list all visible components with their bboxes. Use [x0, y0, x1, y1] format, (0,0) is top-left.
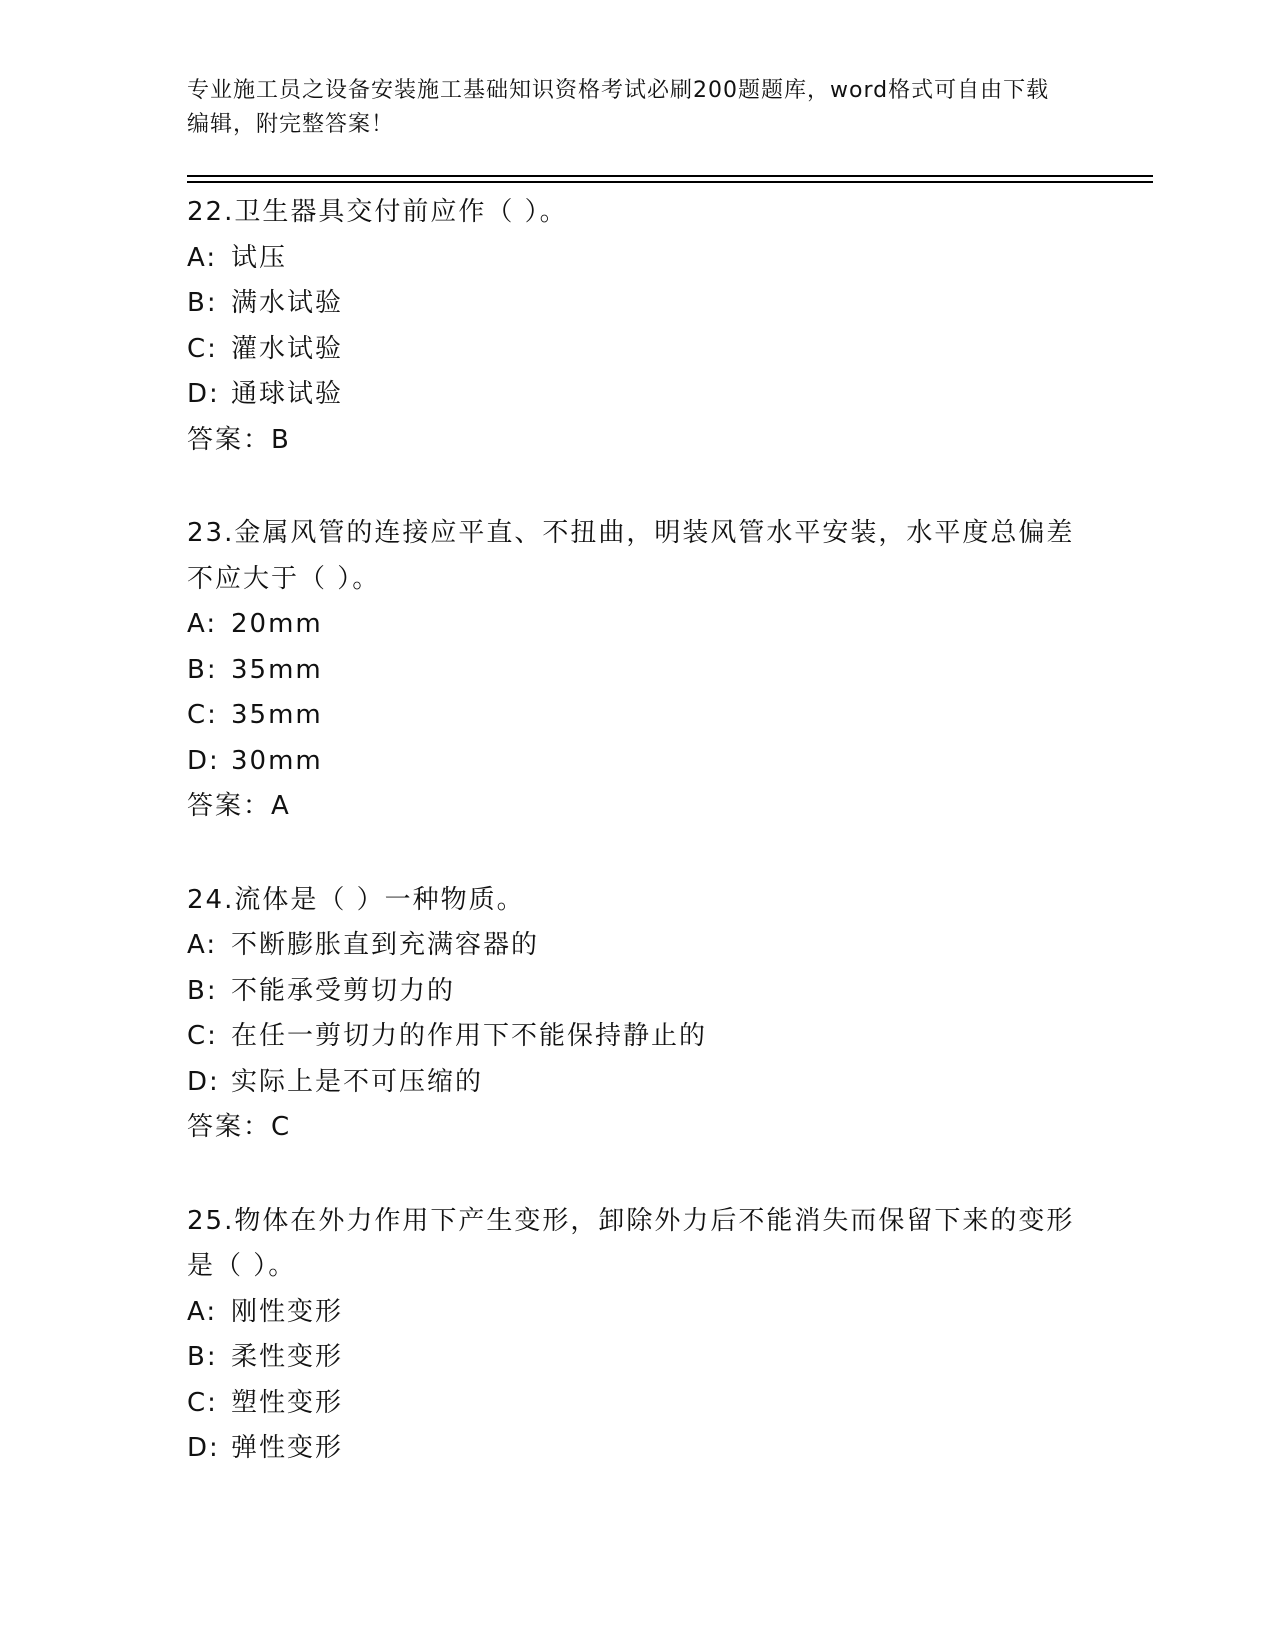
option-d — [187, 372, 1087, 418]
question-list — [187, 190, 1087, 1472]
option-text: 满水试验 — [231, 288, 344, 318]
option-c — [187, 327, 1087, 373]
option-d — [187, 1060, 1087, 1106]
header-divider-bottom — [187, 181, 1153, 183]
option-text: 实际上是不可压缩的 — [231, 1066, 484, 1097]
question-text: 23.金属风管的连接应平直、不扭曲，明装风管水平安装，水平度总偏差不应大于（ ）。 — [187, 518, 1075, 594]
option-text: 20mm — [231, 609, 323, 639]
option-b — [187, 1335, 1087, 1381]
question-text: 25.物体在外力作用下产生变形，卸除外力后不能消失而保留下来的变形是（ ）。 — [187, 1205, 1075, 1281]
option-text: 刚性变形 — [231, 1296, 344, 1327]
option-letter: A: — [187, 609, 218, 639]
question-25 — [187, 1199, 1087, 1472]
option-text: 不断膨胀直到充满容器的 — [231, 930, 540, 960]
option-letter: C: — [187, 700, 218, 730]
option-letter: B: — [187, 975, 218, 1006]
option-text: 35mm — [231, 654, 323, 685]
option-letter: D: — [187, 379, 220, 409]
option-text: 通球试验 — [231, 379, 344, 409]
option-text: 不能承受剪切力的 — [231, 975, 456, 1006]
option-text: 柔性变形 — [231, 1342, 344, 1372]
option-text: 在任一剪切力的作用下不能保持静止的 — [231, 1021, 708, 1051]
option-letter: C: — [187, 1021, 218, 1051]
answer-text: 答案：A — [187, 791, 291, 821]
option-a — [187, 602, 1087, 648]
question-23 — [187, 511, 1087, 830]
answer-text: 答案：B — [187, 424, 291, 455]
option-letter: D: — [187, 1066, 220, 1097]
option-b — [187, 648, 1087, 694]
option-b — [187, 281, 1087, 327]
option-text: 灌水试验 — [231, 333, 344, 364]
option-letter: A: — [187, 242, 218, 273]
question-24 — [187, 878, 1087, 1151]
option-c — [187, 1014, 1087, 1060]
option-letter: B: — [187, 288, 218, 318]
option-text: 30mm — [231, 745, 323, 776]
option-letter: C: — [187, 1387, 218, 1418]
header-text: 专业施工员之设备安装施工基础知识资格考试必刷200题题库，word格式可自由下载编辑，附完整答案！ — [187, 78, 1050, 137]
option-letter: C: — [187, 333, 218, 364]
option-b — [187, 969, 1087, 1015]
option-text: 塑性变形 — [231, 1387, 344, 1418]
header-divider-top — [187, 175, 1153, 177]
question-text: 24.流体是（ ）一种物质。 — [187, 884, 525, 915]
option-d — [187, 739, 1087, 785]
option-c — [187, 1381, 1087, 1427]
answer-text: 答案：C — [187, 1112, 292, 1142]
option-letter: D: — [187, 745, 220, 776]
option-a — [187, 923, 1087, 969]
document-header — [187, 74, 1067, 142]
option-text: 试压 — [231, 242, 288, 273]
option-letter: B: — [187, 654, 218, 685]
option-letter: A: — [187, 1296, 218, 1327]
option-letter: D: — [187, 1433, 220, 1463]
option-letter: A: — [187, 930, 218, 960]
option-letter: B: — [187, 1342, 218, 1372]
option-text: 弹性变形 — [231, 1433, 344, 1463]
option-a — [187, 1290, 1087, 1336]
option-a — [187, 236, 1087, 282]
question-text: 22.卫生器具交付前应作（ ）。 — [187, 197, 568, 227]
question-22 — [187, 190, 1087, 463]
option-d — [187, 1426, 1087, 1472]
option-c — [187, 693, 1087, 739]
option-text: 35mm — [231, 700, 323, 730]
